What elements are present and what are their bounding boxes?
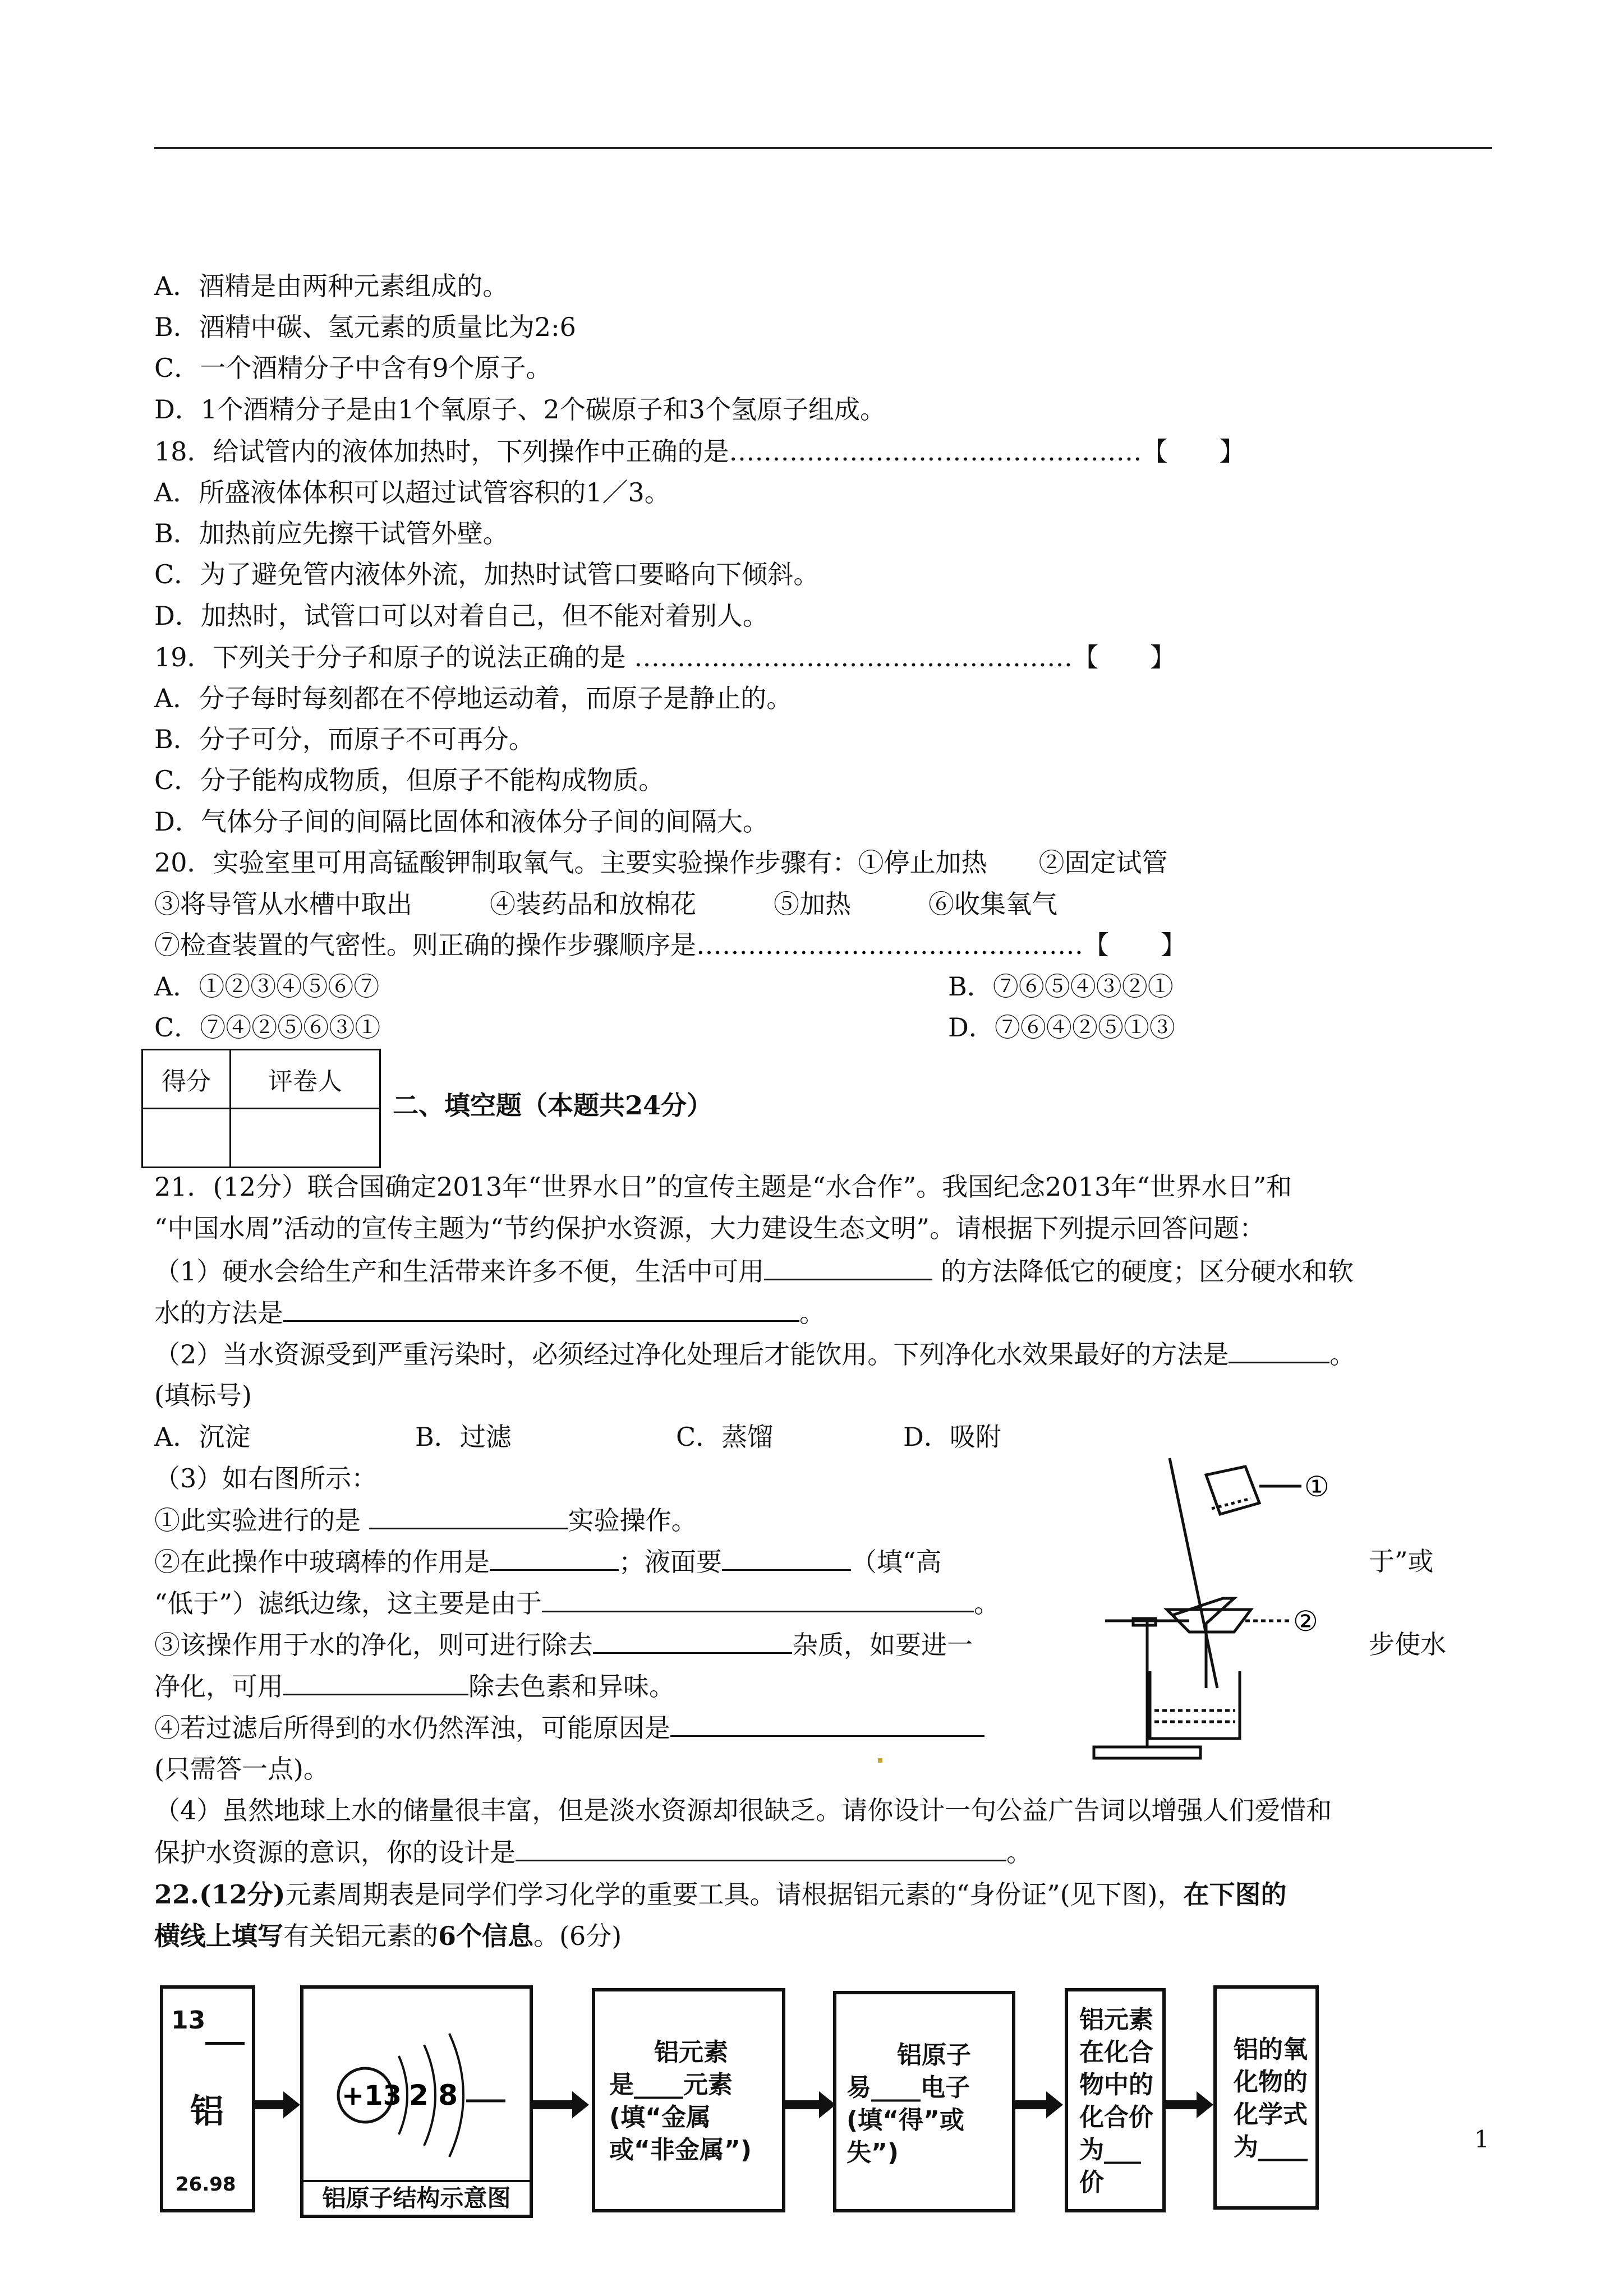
grader-cell[interactable] — [231, 1109, 380, 1168]
q21-p3-4-text-b: (只需答一点)。 — [154, 1754, 329, 1784]
q22-line-1 — [154, 1878, 1287, 1911]
receiving-beaker — [1150, 1671, 1240, 1739]
q21-p3-2-blank-1[interactable] — [490, 1545, 619, 1571]
q17-option-d: D．1个酒精分子是由1个氧原子、2个碳原子和3个氢原子组成。 — [154, 394, 886, 425]
q22-line-2 — [154, 1919, 622, 1953]
q21-p3-4-blank[interactable] — [670, 1711, 984, 1737]
metal-type-box — [592, 1988, 785, 2212]
q21-p1-blank-2[interactable] — [283, 1295, 799, 1322]
q21-p1-text-d: 。 — [799, 1298, 825, 1328]
q18-option-d: D．加热时，试管口可以对着自己，但不能对着别人。 — [154, 601, 769, 631]
arrow-4 — [1015, 2100, 1052, 2109]
section-2-title: 二、填空题（本题共24分） — [393, 1090, 713, 1121]
q21-p3-2-text-f: 。 — [974, 1588, 1000, 1619]
element-name: 铝 — [190, 2092, 224, 2131]
q17-option-c: C．一个酒精分子中含有9个原子。 — [154, 353, 552, 383]
q21-p3-1-text-b: 实验操作。 — [568, 1505, 697, 1536]
q21-p3-item-3-cont — [154, 1669, 675, 1703]
arrow-1 — [255, 2100, 289, 2109]
atomic-number: 13 — [171, 2006, 206, 2035]
box6-line-1: 铝的氧 — [1234, 2035, 1308, 2064]
q19-option-c: C．分子能构成物质，但原子不能构成物质。 — [154, 765, 665, 795]
q21-p3-item-1 — [154, 1503, 697, 1537]
box4-line-4: 失”) — [846, 2138, 899, 2167]
box4-line-2: 易____电子 — [846, 2073, 970, 2102]
q21-p3-3-text-d: 净化，可用 — [154, 1671, 283, 1702]
q20-line-2: ③将导管从水槽中取出 ④装药品和放棉花 ⑤加热 ⑥收集氧气 — [154, 889, 1057, 919]
q21-p3-3-blank-2[interactable] — [283, 1669, 468, 1695]
q21-p3-2-text-d: 于”或 — [1369, 1546, 1434, 1576]
box6-line-2: 化物的 — [1234, 2068, 1308, 2096]
box3-line-1: 铝元素 — [654, 2038, 728, 2067]
score-cell[interactable] — [142, 1109, 231, 1168]
box6-line-3: 化学式 — [1234, 2100, 1308, 2129]
q21-p1-text-b: 的方法降低它的硬度；区分硬水和软 — [940, 1256, 1354, 1287]
q17-option-b: B．酒精中碳、氢元素的质量比为2:6 — [154, 312, 576, 342]
box5-line-2: 在化合 — [1079, 2038, 1153, 2067]
q20-option-b: B．⑦⑥⑤④③②① — [948, 971, 1174, 1002]
q21-p4-line-2 — [154, 1835, 1032, 1869]
score-table — [141, 1049, 381, 1168]
q21-p3-3-text-b: 杂质，如要进一 — [792, 1630, 973, 1660]
q21-part1-line-2 — [154, 1295, 825, 1330]
q21-p3-2-blank-3[interactable] — [542, 1586, 974, 1612]
q20-line-1: 20．实验室里可用高锰酸钾制取氧气。主要实验操作步骤有：①停止加热 ②固定试管 — [154, 847, 1168, 878]
q21-p2-option-c: C．蒸馏 — [676, 1422, 774, 1452]
box5-line-3: 物中的 — [1079, 2071, 1153, 2099]
q19-option-a: A．分子每时每刻都在不停地运动着，而原子是静止的。 — [154, 683, 793, 713]
q21-p2-option-d: D．吸附 — [903, 1422, 1001, 1452]
valence-box — [1065, 1988, 1166, 2212]
q21-p3-3-blank-1[interactable] — [593, 1628, 792, 1654]
box5-line-1: 铝元素 — [1079, 2005, 1153, 2034]
q19-stem: 19．下列关于分子和原子的说法正确的是 ……………………………………………【 】 — [154, 642, 1176, 672]
q22-text-2c: 6个信息 — [438, 1921, 534, 1951]
q21-p3-4-text-a: ④若过滤后所得到的水仍然浑浊，可能原因是 — [154, 1713, 670, 1743]
element-card-box — [160, 1985, 255, 2212]
atomic-mass: 26.98 — [176, 2173, 236, 2196]
q22-number: 22.(12分) — [154, 1879, 286, 1910]
q21-p4-blank[interactable] — [516, 1835, 1006, 1861]
q21-p3-3-text-c: 步使水 — [1369, 1629, 1446, 1659]
q21-p4-line-1: （4）虽然地球上水的储量很丰富，但是淡水资源却很缺乏。请你设计一句公益广告词以增强人们爱惜和 — [154, 1795, 1332, 1825]
q19-option-d: D．气体分子间的间隔比固体和液体分子间的间隔大。 — [154, 806, 769, 837]
box3-line-4: 或“非金属”) — [609, 2136, 752, 2164]
arrow-5 — [1166, 2100, 1202, 2109]
q22-text-1: 元素周期表是同学们学习化学的重要工具。请根据铝元素的“身份证”(见下图)， — [285, 1879, 1184, 1910]
box5-line-4: 化合价 — [1079, 2103, 1153, 2132]
q21-p4-text-b: 保护水资源的意识，你的设计是 — [154, 1837, 516, 1868]
q21-p2-note: (填标号) — [154, 1380, 252, 1410]
q21-line-2: “中国水周”活动的宣传主题为“节约保护水资源，大力建设生态文明”。请根据下列提示回答问题： — [154, 1213, 1266, 1243]
atom-caption: 铝原子结构示意图 — [303, 2180, 530, 2215]
q22-text-1-bold: 在下图的 — [1183, 1879, 1287, 1910]
q19-option-b: B．分子可分，而原子不可再分。 — [154, 724, 535, 754]
q21-p3-2-text-c: （填“高 — [851, 1547, 942, 1577]
figure-label-1: ① — [1304, 1470, 1329, 1503]
electron-gain-loss-box — [833, 1991, 1015, 2212]
box3-line-3: (填“金属 — [609, 2103, 711, 2132]
q22-text-2b: 有关铝元素的 — [283, 1921, 438, 1951]
q21-p3-2-text-b: ；液面要 — [619, 1547, 722, 1577]
q21-p3-2-text-a: ②在此操作中玻璃棒的作用是 — [154, 1547, 490, 1577]
q21-p2-text-a: （2）当水资源受到严重污染时，必须经过净化处理后才能饮用。下列净化水效果最好的方法是 — [154, 1339, 1229, 1370]
nucleus-charge: +13 — [342, 2080, 402, 2111]
box5-line-5: 为___价 — [1079, 2136, 1141, 2197]
arrow-2 — [533, 2100, 578, 2109]
grader-header: 评卷人 — [231, 1050, 380, 1109]
q21-part2-line-1 — [154, 1337, 1355, 1371]
q18-option-b: B．加热前应先擦干试管外壁。 — [154, 518, 509, 548]
glass-rod — [1170, 1458, 1217, 1688]
q21-p3-2-blank-2[interactable] — [722, 1545, 851, 1571]
q21-p4-text-c: 。 — [1006, 1837, 1032, 1868]
q20-option-d: D．⑦⑥④②⑤①③ — [948, 1012, 1175, 1043]
q21-p3-item-2 — [154, 1545, 942, 1579]
q21-p1-blank-1[interactable] — [764, 1254, 932, 1280]
q20-option-a: A．①②③④⑤⑥⑦ — [154, 971, 380, 1002]
q18-option-a: A．所盛液体体积可以超过试管容积的1／3。 — [154, 477, 670, 508]
q22-text-2a: 横线上填写 — [154, 1921, 283, 1951]
shell-electrons: 2 8 — [409, 2079, 458, 2111]
q21-p3-3-text-a: ③该操作用于水的净化，则可进行除去 — [154, 1630, 593, 1660]
q21-line-1: 21．(12分）联合国确定2013年“世界水日”的宣传主题是“水合作”。我国纪念2013年“世界水日”和 — [154, 1172, 1292, 1202]
box4-line-3: (填“得”或 — [846, 2106, 964, 2134]
oxide-formula-box — [1213, 1985, 1319, 2210]
q21-p1-text-c: 水的方法是 — [154, 1298, 283, 1328]
q20-line-3: ⑦检查装置的气密性。则正确的操作步骤顺序是………………………………………【 】 — [154, 930, 1186, 960]
q17-option-a: A．酒精是由两种元素组成的。 — [154, 271, 509, 301]
q21-p3-item-3 — [154, 1628, 973, 1662]
q21-part1-line-1 — [154, 1254, 1354, 1288]
atom-structure-box — [300, 1985, 533, 2218]
scan-speck — [878, 1758, 882, 1763]
score-header: 得分 — [142, 1050, 231, 1109]
q18-stem: 18．给试管内的液体加热时，下列操作中正确的是…………………………………………【 】 — [154, 436, 1245, 467]
q21-p3-1-blank[interactable] — [369, 1503, 568, 1529]
q21-p1-text-a: （1）硬水会给生产和生活带来许多不便，生活中可用 — [154, 1256, 765, 1287]
header-rule — [154, 147, 1492, 149]
q22-text-2d: 。(6分) — [533, 1921, 622, 1951]
page-number: 1 — [1474, 2126, 1489, 2153]
q21-p2-text-b: 。 — [1329, 1339, 1356, 1370]
filtration-apparatus-figure — [1066, 1453, 1369, 1767]
q21-p3-item-4 — [154, 1711, 984, 1745]
card-blank[interactable] — [205, 2042, 245, 2045]
q21-p2-blank[interactable] — [1229, 1337, 1329, 1363]
q21-p3-3-text-e: 除去色素和异味。 — [468, 1671, 675, 1702]
arrow-3 — [785, 2100, 825, 2109]
box4-line-1: 铝原子 — [897, 2041, 971, 2069]
q21-p3-title: （3）如右图所示： — [154, 1463, 378, 1493]
q21-p3-2-text-e: “低于”）滤纸边缘，这主要是由于 — [154, 1588, 542, 1619]
box3-line-2: 是____元素 — [609, 2071, 733, 2099]
box6-line-4: 为____ — [1234, 2133, 1308, 2161]
q18-option-c: C．为了避免管内液体外流，加热时试管口要略向下倾斜。 — [154, 559, 820, 589]
q21-p2-option-a: A．沉淀 — [154, 1422, 251, 1452]
q21-p3-1-text-a: ①此实验进行的是 — [154, 1505, 361, 1536]
q21-p2-option-b: B．过滤 — [415, 1422, 512, 1452]
q21-p3-item-2-cont — [154, 1586, 1000, 1620]
figure-label-2: ② — [1293, 1605, 1318, 1638]
q20-option-c: C．⑦④②⑤⑥③① — [154, 1012, 381, 1043]
stand-base — [1094, 1747, 1200, 1758]
